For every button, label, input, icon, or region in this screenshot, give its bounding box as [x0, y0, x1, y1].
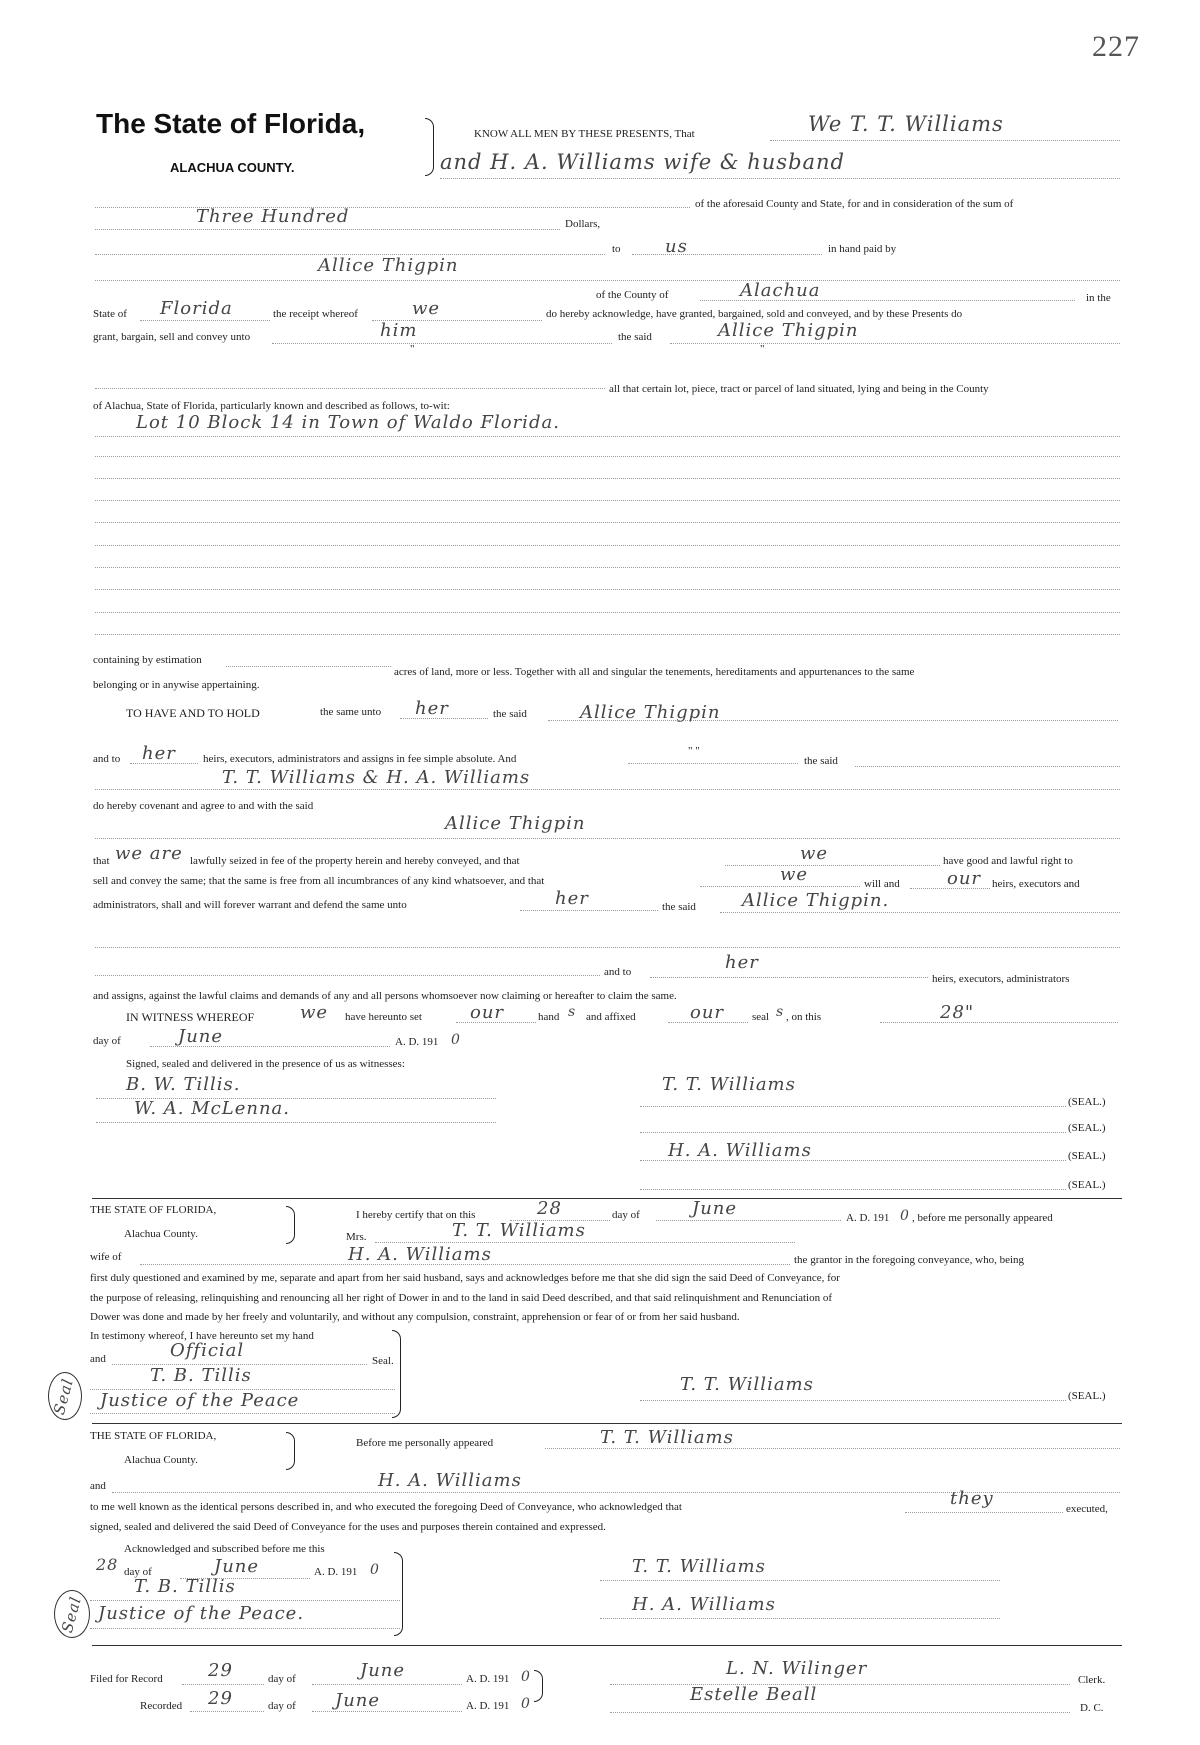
ditto-mark: " [760, 343, 765, 355]
ack1-ad: A. D. 191 [846, 1212, 890, 1224]
will-rule-2 [910, 888, 990, 889]
grant-bargain-text: grant, bargain, sell and convey unto [93, 331, 251, 343]
and-to-value: her [142, 743, 176, 764]
heirs-exec-text: heirs, executors, administrators and assigns in fee simple absolute. And [203, 753, 517, 765]
filed-day-value: 29 [208, 1660, 233, 1681]
ack1-and-word: and [90, 1353, 106, 1365]
header-brace [425, 118, 434, 176]
and-ditto: " " [688, 745, 700, 757]
ack2-county: Alachua County. [124, 1454, 198, 1466]
ack1-para-1: first duly questioned and examined by me, separate and apart from her said husband, says and acknowledges before me that she did sign the said Deed of Conveyance, for [90, 1272, 840, 1284]
defend-said-text: the said [662, 901, 696, 913]
signer-1-signature: T. T. Williams [662, 1074, 796, 1095]
our-rule-2 [668, 1022, 748, 1023]
description-rule [95, 500, 1120, 501]
hand-text: hand [538, 1011, 560, 1023]
of-county-of-text: of the County of [596, 289, 669, 301]
amount-rule [95, 229, 560, 230]
description-rule [95, 545, 1120, 546]
ack1-para-3: Dower was done and made by her freely and voluntarily, and without any compulsion, constraint, apprehension or fear of or from her said husband. [90, 1311, 740, 1323]
will-and-text: will and [864, 878, 900, 890]
ack2-state: THE STATE OF FLORIDA, [90, 1430, 217, 1442]
hand-paid-by-text: in hand paid by [828, 243, 897, 255]
grantors-line-1: We T. T. Williams [808, 112, 1004, 136]
ack2-justice-title: Justice of the Peace. [98, 1603, 305, 1624]
seized-rule [725, 865, 940, 866]
know-all-men-text: KNOW ALL MEN BY THESE PRESENTS, That [474, 128, 695, 140]
containing-text: containing by estimation [93, 654, 202, 666]
ack1-signer-rule [640, 1400, 1066, 1401]
have-rule [400, 718, 488, 719]
to-have-heading: TO HAVE AND TO HOLD [126, 706, 260, 720]
ack2-signer-1-rule [600, 1580, 1000, 1581]
and-to-value-2: her [725, 952, 759, 973]
section-divider-2 [92, 1423, 1122, 1424]
ack1-month-rule [656, 1220, 841, 1221]
our-rule [456, 1022, 536, 1023]
and-affixed-text: and affixed [586, 1011, 636, 1023]
ack1-county: Alachua County. [124, 1228, 198, 1240]
same-unto-text: the same unto [320, 706, 382, 718]
the-said-rule-2 [855, 766, 1120, 767]
ack1-grantor-text: the grantor in the foregoing conveyance, who, being [794, 1254, 1025, 1266]
state-rule [140, 320, 270, 321]
grantors-line-2-rule [440, 178, 1120, 179]
month-rule [150, 1046, 390, 1047]
ack2-appeared-value: T. T. Williams [600, 1427, 734, 1448]
ack2-seal-stamp: Seal [58, 1594, 85, 1635]
ack2-acknowledged: Acknowledged and subscribed before me this [124, 1543, 325, 1555]
will-rule-1 [700, 886, 860, 887]
and-to-text: and to [93, 753, 121, 765]
year-digit: 0 [451, 1032, 461, 1048]
covenantors-value: T. T. Williams & H. A. Williams [222, 767, 531, 788]
ack2-they-value: they [950, 1488, 994, 1509]
grantee-value: Allice Thigpin [318, 255, 459, 276]
state-value: Florida [160, 298, 233, 319]
ack1-testimony: In testimony whereof, I have hereunto set my hand [90, 1330, 314, 1342]
filed-day-rule [182, 1684, 264, 1685]
ack2-and-value: H. A. Williams [378, 1470, 522, 1491]
signer-2-signature: H. A. Williams [668, 1140, 812, 1161]
dc-signature: Estelle Beall [690, 1684, 818, 1705]
belonging-text: belonging or in anywise appertaining. [93, 679, 260, 691]
ack1-month-value: June [692, 1198, 738, 1219]
signer-1-rule [640, 1106, 1066, 1107]
lawfully-seized-text: lawfully seized in fee of the property herein and hereby conveyed, and that [190, 855, 520, 867]
in-witness-text: IN WITNESS WHEREOF [126, 1010, 255, 1024]
ack1-justice-title: Justice of the Peace [100, 1390, 300, 1411]
page-number: 227 [1092, 30, 1140, 63]
day-rule [880, 1022, 1118, 1023]
witness-1-signature: B. W. Tillis. [126, 1074, 241, 1095]
that-value: we are [115, 843, 183, 864]
recorded-day-value: 29 [208, 1688, 233, 1709]
ack2-year-digit: 0 [370, 1562, 380, 1578]
said-value: Allice Thigpin [718, 320, 859, 341]
ack1-signer-signature: T. T. Williams [680, 1374, 814, 1395]
ack1-wife-of: wife of [90, 1251, 122, 1263]
unto-value: him [380, 320, 418, 341]
covenantors-rule [95, 789, 1120, 790]
ack2-and-word: and [90, 1480, 106, 1492]
ad-text: A. D. 191 [395, 1036, 439, 1048]
recorded-text: Recorded [140, 1700, 183, 1712]
ack1-day-value: 28 [537, 1198, 562, 1219]
description-rule [95, 589, 1120, 590]
hand-s-value: s [568, 1004, 577, 1020]
ditto-mark: " [410, 343, 415, 355]
recorded-day-rule [190, 1711, 264, 1712]
dollars-text: Dollars, [565, 218, 601, 230]
blank-rule [95, 207, 690, 208]
witness-2-rule [96, 1122, 496, 1123]
on-this-text: , on this [786, 1011, 822, 1023]
will-value-1: we [780, 864, 809, 885]
ack2-justice-brace [394, 1552, 403, 1636]
ack1-seal-word: Seal. [372, 1355, 394, 1367]
witness-2-signature: W. A. McLenna. [134, 1098, 290, 1119]
sell-convey-text: sell and convey the same; that the same is free from all incumbrances of any kind whatsoever, and that [93, 875, 545, 887]
ack1-year-digit: 0 [900, 1208, 910, 1224]
ack2-ad: A. D. 191 [314, 1566, 358, 1578]
blank-rule [95, 975, 600, 976]
and-to-rule-2 [650, 977, 928, 978]
document-title: The State of Florida, [96, 108, 366, 139]
have-name-rule [548, 720, 1118, 721]
seal-s-value: s [776, 1004, 785, 1020]
ack2-they-rule [905, 1512, 1063, 1513]
grantors-line-1-rule [770, 140, 1120, 141]
filed-day-of: day of [268, 1673, 296, 1685]
description-rule [95, 522, 1120, 523]
description-rule [95, 436, 1120, 437]
the-said-text: the said [618, 331, 652, 343]
ack2-signer-1-signature: T. T. Williams [632, 1556, 766, 1577]
filed-ad: A. D. 191 [466, 1673, 510, 1685]
will-value-2: our [947, 868, 982, 889]
description-rule [95, 456, 1120, 457]
recorded-day-of: day of [268, 1700, 296, 1712]
blank-rule [95, 947, 1120, 948]
covenant-name-rule [95, 838, 1120, 839]
ack1-brace [286, 1206, 295, 1244]
ack1-husband-rule [140, 1264, 790, 1265]
ack1-mrs-value: T. T. Williams [452, 1220, 586, 1241]
day-of-text: day of [93, 1035, 121, 1047]
covenant-name: Allice Thigpin [445, 813, 586, 834]
signed-sealed-text: Signed, sealed and delivered in the presence of us as witnesses: [126, 1058, 405, 1070]
ack2-justice-title-rule [90, 1628, 400, 1629]
ack2-day-value: 28 [96, 1555, 119, 1574]
ack2-month-value: June [214, 1556, 260, 1577]
signer-blank-rule-2 [640, 1189, 1066, 1190]
ack2-before-me: Before me personally appeared [356, 1437, 494, 1449]
grantors-line-2: and H. A. Williams wife & husband [440, 150, 846, 174]
witness-month-value: June [178, 1026, 224, 1047]
county-heading: ALACHUA COUNTY. [170, 160, 295, 175]
description-rule [95, 567, 1120, 568]
ack1-day-of: day of [612, 1209, 640, 1221]
good-lawful-text: have good and lawful right to [943, 855, 1073, 867]
ack2-appeared-rule [545, 1448, 1120, 1449]
filed-month-rule [312, 1684, 462, 1685]
in-the-text: in the [1086, 292, 1111, 304]
signer-2-rule [640, 1160, 1066, 1161]
recorded-month-value: June [335, 1690, 381, 1711]
of-alachua-text: of Alachua, State of Florida, particularly known and described as follows, to-wit: [93, 400, 450, 412]
ack1-mrs: Mrs. [346, 1231, 367, 1243]
defend-name-rule [720, 912, 1120, 913]
seized-value: we [800, 843, 829, 864]
filed-month-value: June [360, 1660, 406, 1681]
ack1-husband-value: H. A. Williams [348, 1244, 492, 1265]
to-rule [632, 254, 822, 255]
heirs-exec-admin-text: heirs, executors, administrators [932, 973, 1070, 985]
defend-value: her [555, 888, 589, 909]
clerk-label: Clerk. [1078, 1674, 1106, 1686]
ack1-state: THE STATE OF FLORIDA, [90, 1204, 217, 1216]
defend-rule [520, 910, 658, 911]
recorded-ad: A. D. 191 [466, 1700, 510, 1712]
and-assigns-text: and assigns, against the lawful claims and demands of any and all persons whomsoever now claiming or hereafter to claim the same. [93, 990, 677, 1002]
that-text: that [93, 855, 110, 867]
seal-text: seal [752, 1011, 770, 1023]
ack1-before-me: , before me personally appeared [912, 1212, 1053, 1224]
ack2-day-of: day of [124, 1566, 152, 1578]
ack2-justice-name: T. B. Tillis [134, 1576, 236, 1597]
aforesaid-text: of the aforesaid County and State, for and in consideration of the sum of [695, 198, 1014, 210]
do-hereby-text: do hereby acknowledge, have granted, bargained, sold and conveyed, and by these Presents do [546, 308, 963, 320]
ack1-seal-label: (SEAL.) [1068, 1390, 1106, 1402]
description-rule [95, 612, 1120, 613]
filed-year-digit: 0 [521, 1669, 531, 1685]
grantee-rule [95, 280, 1120, 281]
ack2-signer-2-signature: H. A. Williams [632, 1594, 776, 1615]
recorded-month-rule [312, 1711, 462, 1712]
receipt-value: we [412, 298, 441, 319]
ack2-signed-text: signed, sealed and delivered the said Deed of Conveyance for the uses and purposes therein contained and expressed. [90, 1521, 606, 1533]
description-rule [95, 478, 1120, 479]
dc-rule [610, 1712, 1070, 1713]
filed-for-text: Filed for Record [90, 1673, 163, 1685]
clerk-rule [610, 1684, 1070, 1685]
amount-value: Three Hundred [196, 206, 350, 227]
have-name: Allice Thigpin [580, 702, 721, 723]
acres-rule [226, 666, 391, 667]
county-value: Alachua [740, 280, 821, 301]
the-said-text-2: the said [804, 755, 838, 767]
defend-name: Allice Thigpin. [742, 890, 890, 911]
and-to-text-2: and to [604, 966, 632, 978]
acres-text: acres of land, more or less. Together with all and singular the tenements, hereditaments and appurtenances to the same [394, 666, 915, 678]
all-that-certain-text: all that certain lot, piece, tract or parcel of land situated, lying and being in the County [609, 383, 989, 395]
ack1-mrs-rule [375, 1242, 795, 1243]
seal-label-4: (SEAL.) [1068, 1179, 1106, 1191]
seal-label-2: (SEAL.) [1068, 1122, 1106, 1134]
clerk-signature: L. N. Wilinger [726, 1658, 868, 1679]
ack1-certify-text: I hereby certify that on this [356, 1209, 476, 1221]
signer-blank-rule [640, 1132, 1066, 1133]
ack2-known-text: to me well known as the identical persons described in, and who executed the foregoing Deed of Conveyance, who acknowledged that [90, 1501, 682, 1513]
ack2-justice-name-rule [90, 1600, 400, 1601]
seal-label-3: (SEAL.) [1068, 1150, 1106, 1162]
covenant-text: do hereby covenant and agree to and with the said [93, 800, 314, 812]
ack1-justice-title-rule [90, 1413, 395, 1414]
dc-label: D. C. [1080, 1702, 1104, 1714]
said-rule [670, 343, 1120, 344]
filing-brace [534, 1670, 543, 1702]
ack2-executed: executed, [1066, 1503, 1108, 1515]
ack2-signer-2-rule [600, 1618, 1000, 1619]
receipt-whereof-text: the receipt whereof [273, 308, 358, 320]
have-hereunto-text: have hereunto set [345, 1011, 422, 1023]
state-of-text: State of [93, 308, 127, 320]
recorded-year-digit: 0 [521, 1696, 531, 1712]
unto-rule [272, 343, 612, 344]
ack1-justice-name: T. B. Tillis [150, 1365, 252, 1386]
heirs-executors-text: heirs, executors and [992, 878, 1080, 890]
ack1-para-2: the purpose of releasing, relinquishing and renouncing all her right of Dower in and to the land in said Deed described, and that said relinquishment and Renunciation of [90, 1292, 832, 1304]
witness-our-value-2: our [690, 1002, 725, 1023]
county-rule [700, 300, 1075, 301]
witness-day-value: 28" [940, 1002, 975, 1023]
ack1-testimony-brace [392, 1330, 401, 1418]
to-value: us [665, 236, 688, 257]
ack1-official-value: Official [170, 1340, 245, 1361]
ack1-seal-stamp: Seal [50, 1376, 77, 1417]
description-rule [95, 634, 1120, 635]
seal-label-1: (SEAL.) [1068, 1096, 1106, 1108]
have-value: her [415, 698, 449, 719]
witness-we-value: we [300, 1002, 329, 1023]
administrators-text: administrators, shall and will forever warrant and defend the same unto [93, 899, 407, 911]
and-ditto-rule [628, 763, 798, 764]
blank-rule [95, 388, 605, 389]
to-text: to [612, 243, 621, 255]
land-description: Lot 10 Block 14 in Town of Waldo Florida. [136, 412, 560, 433]
section-divider [92, 1198, 1122, 1199]
have-said-text: the said [493, 708, 527, 720]
ack2-brace [286, 1432, 295, 1470]
and-to-rule [130, 763, 198, 764]
section-divider-3 [92, 1645, 1122, 1646]
witness-our-value: our [470, 1002, 505, 1023]
